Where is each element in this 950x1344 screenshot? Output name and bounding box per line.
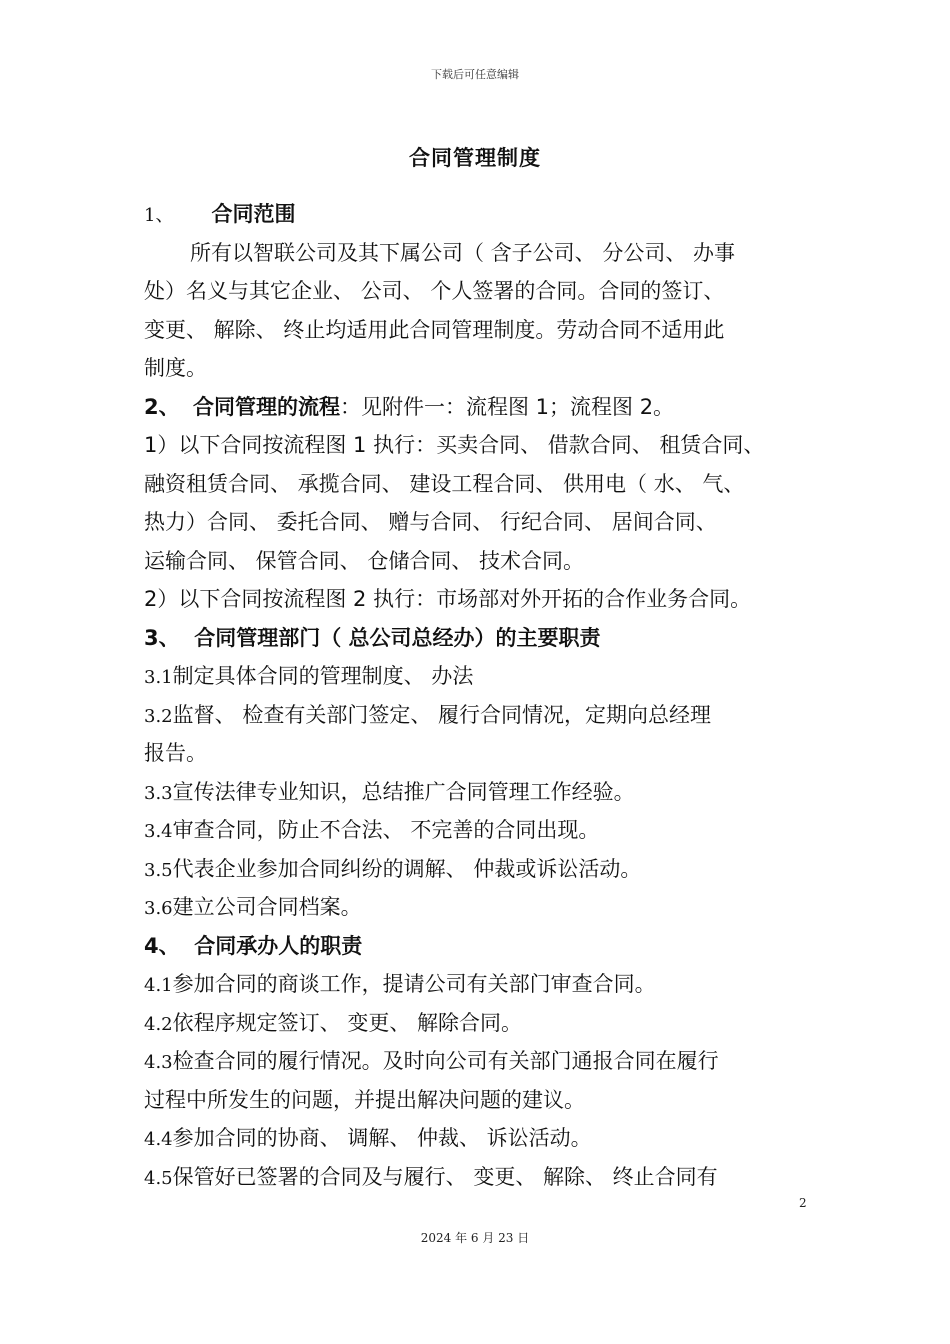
clause-text: 制定具体合同的管理制度、 办法 <box>172 664 474 688</box>
paragraph-line: 融资租赁合同、 承揽合同、 建设工程合同、 供用电（ 水、 气、 <box>144 471 745 496</box>
section-1-heading <box>144 195 824 234</box>
clause-number: 3.3 <box>144 782 173 804</box>
paragraph-line: 所有以智联公司及其下属公司（ 含子公司、 分公司、 办事 <box>190 240 736 265</box>
page-header-note: 下载后可任意编辑 <box>431 68 519 81</box>
document-body <box>144 195 824 1196</box>
paragraph-line: 热力）合同、 委托合同、 赠与合同、 行纪合同、 居间合同、 <box>144 510 717 534</box>
section-2-title: 合同管理的流程 <box>192 394 340 419</box>
clause-text: 建立公司合同档案。 <box>172 895 362 919</box>
section-4-number: 4、 <box>144 933 180 958</box>
paragraph-line: 制度。 <box>144 356 207 380</box>
clause-3-1 <box>144 657 824 696</box>
clause-number: 4.4 <box>144 1129 173 1150</box>
clause-3-2 <box>144 696 824 735</box>
paragraph-line: 运输合同、 保管合同、 仓储合同、 技术合同。 <box>144 548 585 573</box>
clause-3-6 <box>144 888 824 927</box>
clause-4-3-cont <box>144 1081 824 1120</box>
section-3-title: 合同管理部门（ 总公司总经办）的主要职责 <box>194 625 601 650</box>
clause-text: 参加合同的商谈工作，提请公司有关部门审查合同。 <box>172 972 656 996</box>
clause-3-2-cont <box>144 734 824 773</box>
section-3-number: 3、 <box>144 625 180 650</box>
page-number: 2 <box>799 1196 807 1210</box>
clause-number: 3.6 <box>144 898 173 919</box>
section-4-title: 合同承办人的职责 <box>194 933 363 958</box>
clause-number: 4.5 <box>144 1167 173 1189</box>
clause-text: 参加合同的协商、 调解、 仲裁、 诉讼活动。 <box>172 1126 592 1150</box>
clause-number: 3.1 <box>144 667 173 688</box>
section-2-heading <box>144 388 824 427</box>
clause-text: 宣传法律专业知识，总结推广合同管理工作经验。 <box>172 779 635 804</box>
clause-text: 审查合同，防止不合法、 不完善的合同出现。 <box>172 818 600 842</box>
clause-4-4 <box>144 1119 824 1158</box>
paragraph-line: 1）以下合同按流程图 1 执行：买卖合同、 借款合同、 租赁合同、 <box>144 433 765 457</box>
clause-4-1 <box>144 965 824 1004</box>
clause-number: 3.5 <box>144 859 173 881</box>
section-1-number: 1、 <box>144 205 174 226</box>
clause-text: 检查合同的履行情况。及时向公司有关部门通报合同在履行 <box>172 1049 719 1073</box>
clause-3-4 <box>144 811 824 850</box>
clause-4-2 <box>144 1004 824 1043</box>
clause-text: 过程中所发生的问题，并提出解决问题的建议。 <box>144 1087 585 1112</box>
paragraph-line: 变更、 解除、 终止均适用此合同管理制度。劳动合同不适用此 <box>144 317 725 342</box>
clause-text: 依程序规定签订、 变更、 解除合同。 <box>172 1010 522 1035</box>
document-title: 合同管理制度 <box>409 146 541 170</box>
clause-text: 保管好已签署的合同及与履行、 变更、 解除、 终止合同有 <box>172 1164 718 1189</box>
clause-number: 4.3 <box>144 1052 173 1073</box>
footer-date: 2024 年 6 月 23 日 <box>420 1231 530 1245</box>
section-3-heading <box>144 619 824 658</box>
clause-number: 3.2 <box>144 705 173 727</box>
clause-text: 监督、 检查有关部门签定、 履行合同情况，定期向总经理 <box>172 702 711 727</box>
section-4-heading <box>144 927 824 966</box>
clause-4-5 <box>144 1158 824 1197</box>
clause-text: 代表企业参加合同纠纷的调解、 仲裁或诉讼活动。 <box>172 856 642 881</box>
clause-3-3 <box>144 773 824 812</box>
clause-number: 3.4 <box>144 821 173 842</box>
section-1-title: 合同范围 <box>211 202 296 226</box>
section-2-number: 2、 <box>144 394 180 419</box>
clause-3-5 <box>144 850 824 889</box>
section-2-suffix: ：见附件一：流程图 1；流程图 2。 <box>339 394 675 419</box>
clause-number: 4.2 <box>144 1013 173 1035</box>
clause-4-3 <box>144 1042 824 1081</box>
clause-number: 4.1 <box>144 975 173 996</box>
clause-text: 报告。 <box>144 741 207 765</box>
paragraph-line: 处）名义与其它企业、 公司、 个人签署的合同。合同的签订、 <box>144 279 725 303</box>
paragraph-line: 2）以下合同按流程图 2 执行：市场部对外开拓的合作业务合同。 <box>144 587 752 611</box>
